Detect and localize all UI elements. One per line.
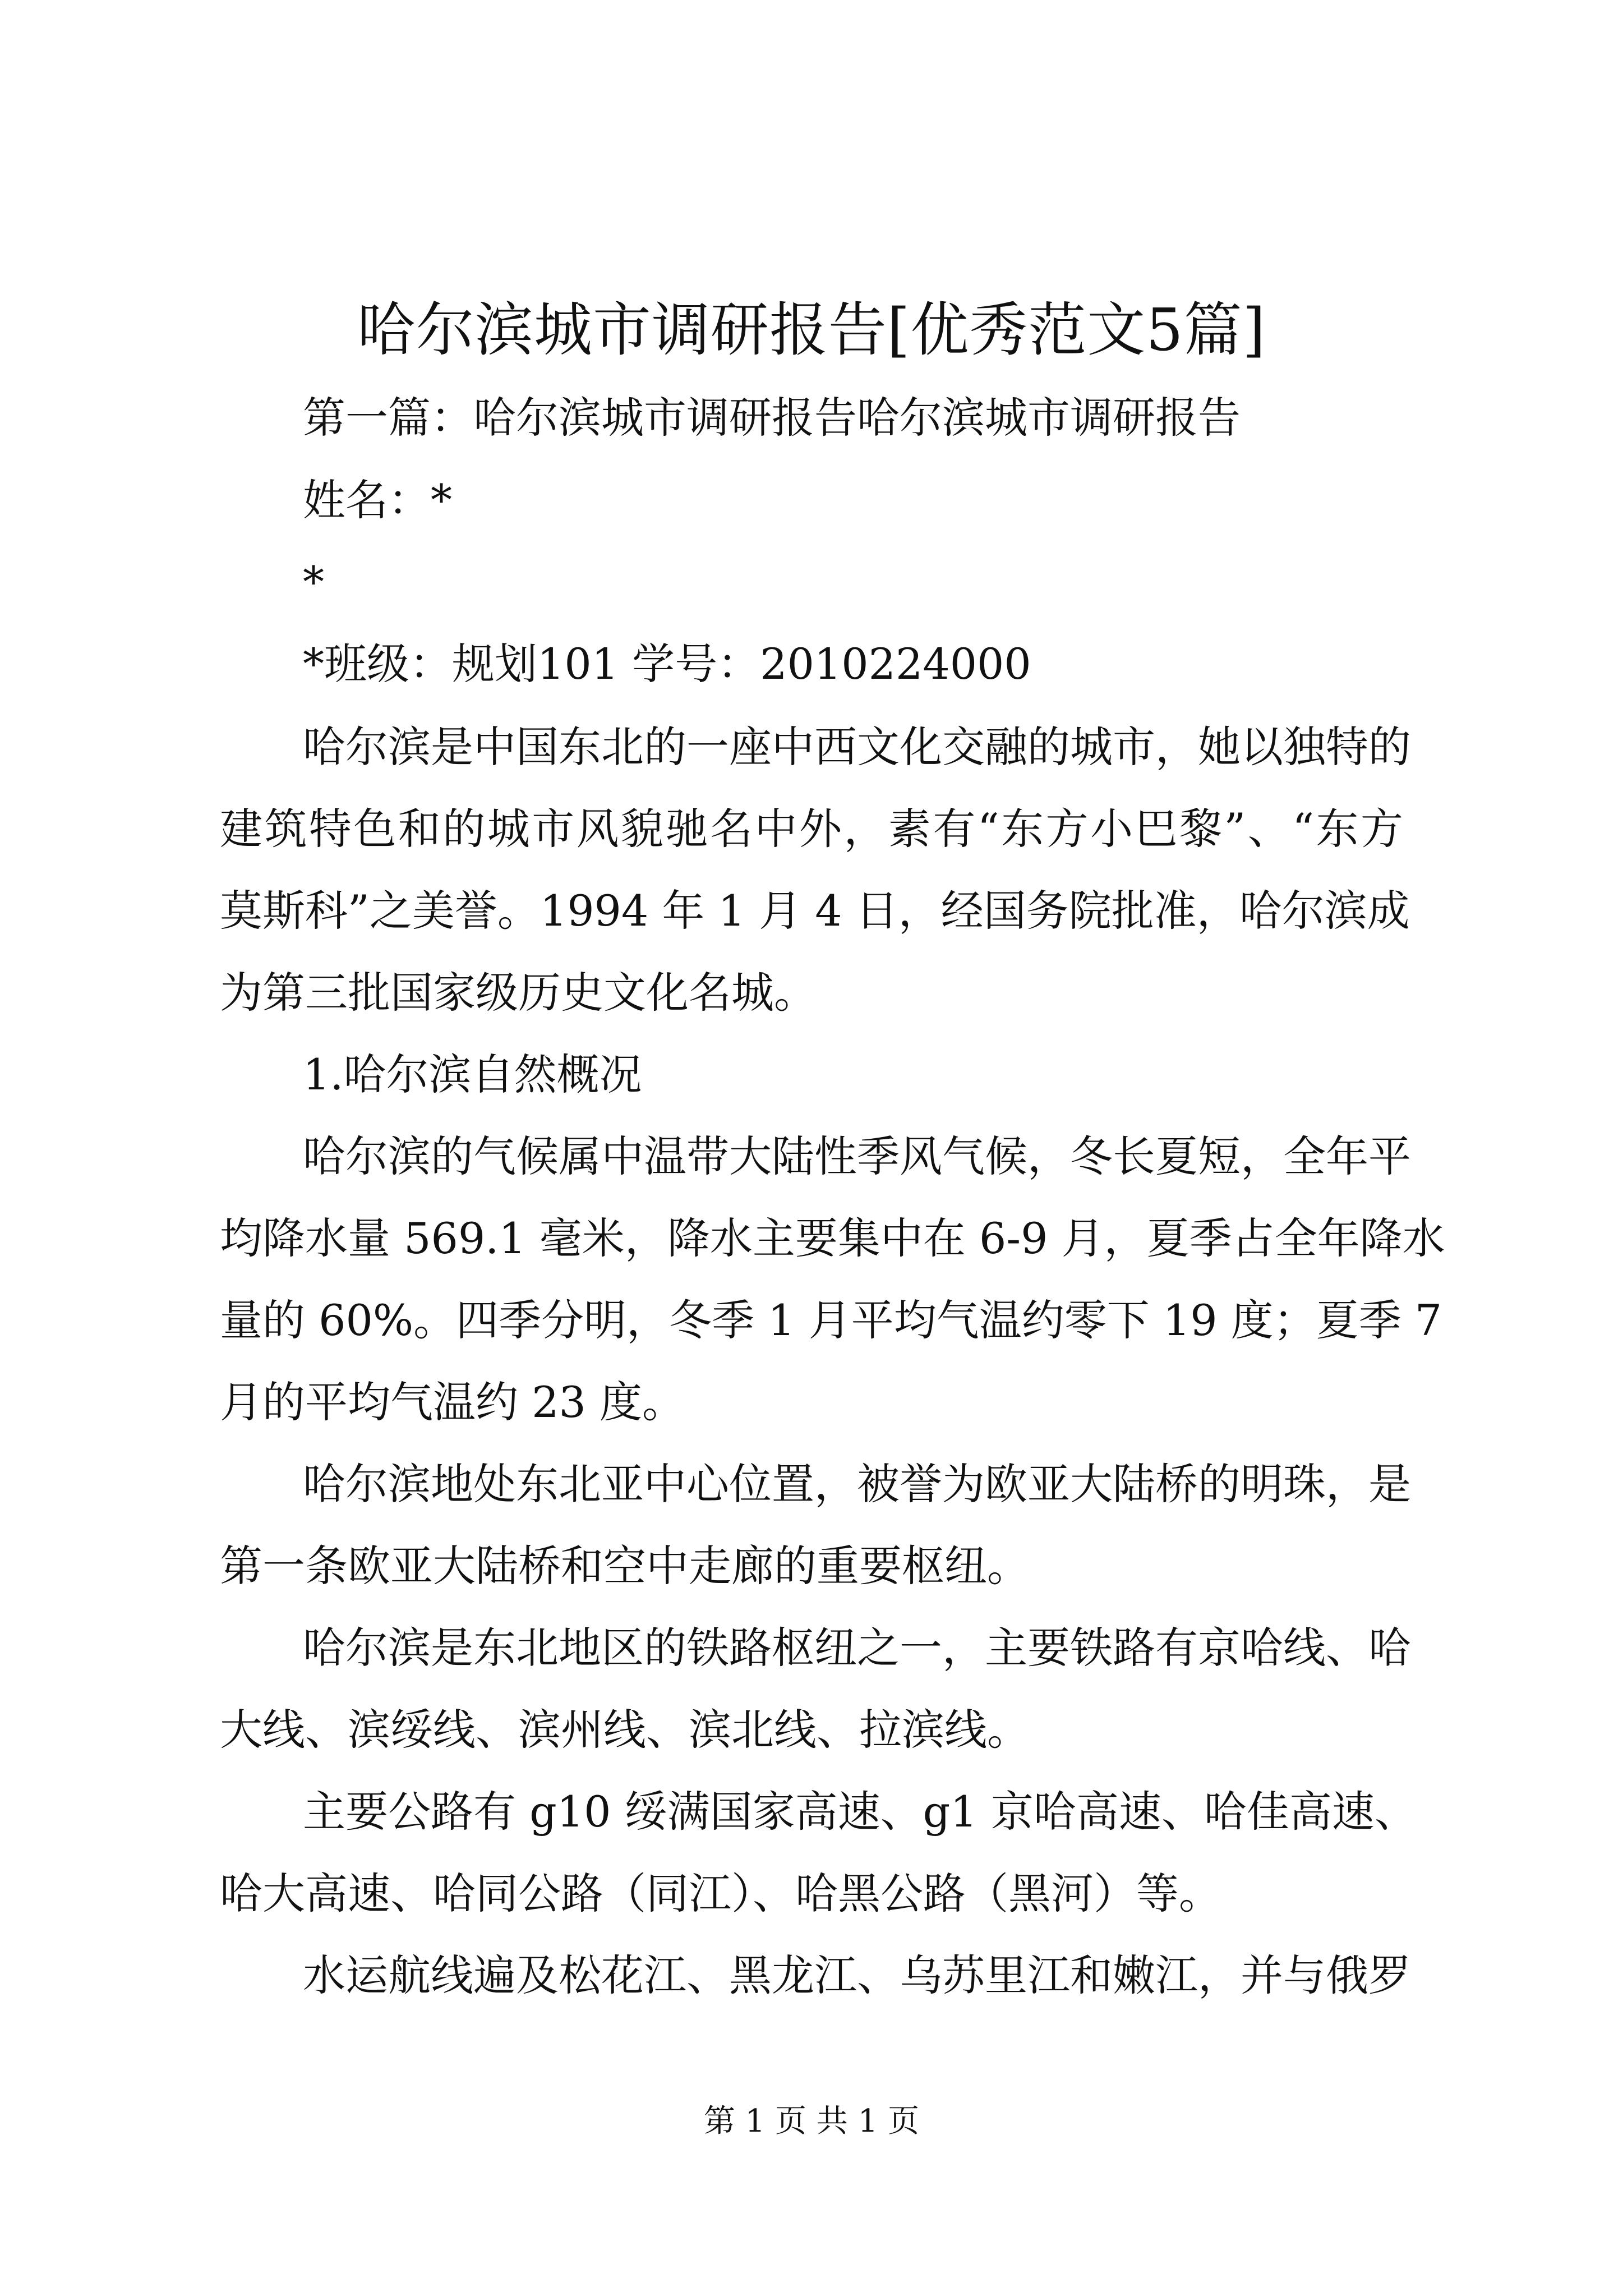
paragraph-line: 哈尔滨是中国东北的一座中西文化交融的城市，她以独特的	[303, 722, 1411, 772]
paragraph-line: 量的 60%。四季分明，冬季 1 月平均气温约零下 19 度；夏季 7	[220, 1295, 1442, 1345]
document-title: 哈尔滨城市调研报告[优秀范文5篇]	[357, 296, 1266, 364]
paragraph-line: 第一条欧亚大陆桥和空中走廊的重要枢纽。	[220, 1541, 1030, 1591]
paragraph-line: 水运航线遍及松花江、黑龙江、乌苏里江和嫩江，并与俄罗	[303, 1950, 1411, 2000]
paragraph-line: 哈尔滨地处东北亚中心位置，被誉为欧亚大陆桥的明珠，是	[303, 1459, 1411, 1509]
text-line: *班级：规划101 学号：2010224000	[303, 639, 1031, 689]
paragraph-line: 莫斯科”之美誉。1994 年 1 月 4 日，经国务院批准，哈尔滨成	[220, 886, 1410, 936]
paragraph-line: 哈尔滨的气候属中温带大陆性季风气候，冬长夏短，全年平	[303, 1131, 1411, 1181]
paragraph-line: 建筑特色和的城市风貌驰名中外，素有“东方小巴黎”、“东方	[220, 804, 1403, 854]
section-heading: 1.哈尔滨自然概况	[303, 1050, 642, 1099]
paragraph-line: 哈大高速、哈同公路（同江）、哈黑公路（黑河）等。	[220, 1869, 1221, 1918]
paragraph-line: 主要公路有 g10 绥满国家高速、g1 京哈高速、哈佳高速、	[303, 1787, 1417, 1837]
page-number-footer: 第 1 页 共 1 页	[703, 2103, 920, 2139]
text-line: *	[303, 557, 324, 607]
paragraph-line: 大线、滨绥线、滨州线、滨北线、拉滨线。	[220, 1705, 1030, 1755]
paragraph-line: 为第三批国家级历史文化名城。	[220, 968, 817, 1018]
text-line: 姓名：*	[303, 475, 452, 525]
text-line: 第一篇：哈尔滨城市调研报告哈尔滨城市调研报告	[303, 393, 1241, 443]
paragraph-line: 月的平均气温约 23 度。	[220, 1377, 685, 1427]
paragraph-line: 均降水量 569.1 毫米，降水主要集中在 6-9 月，夏季占全年降水	[220, 1213, 1445, 1263]
paragraph-line: 哈尔滨是东北地区的铁路枢纽之一，主要铁路有京哈线、哈	[303, 1623, 1411, 1673]
